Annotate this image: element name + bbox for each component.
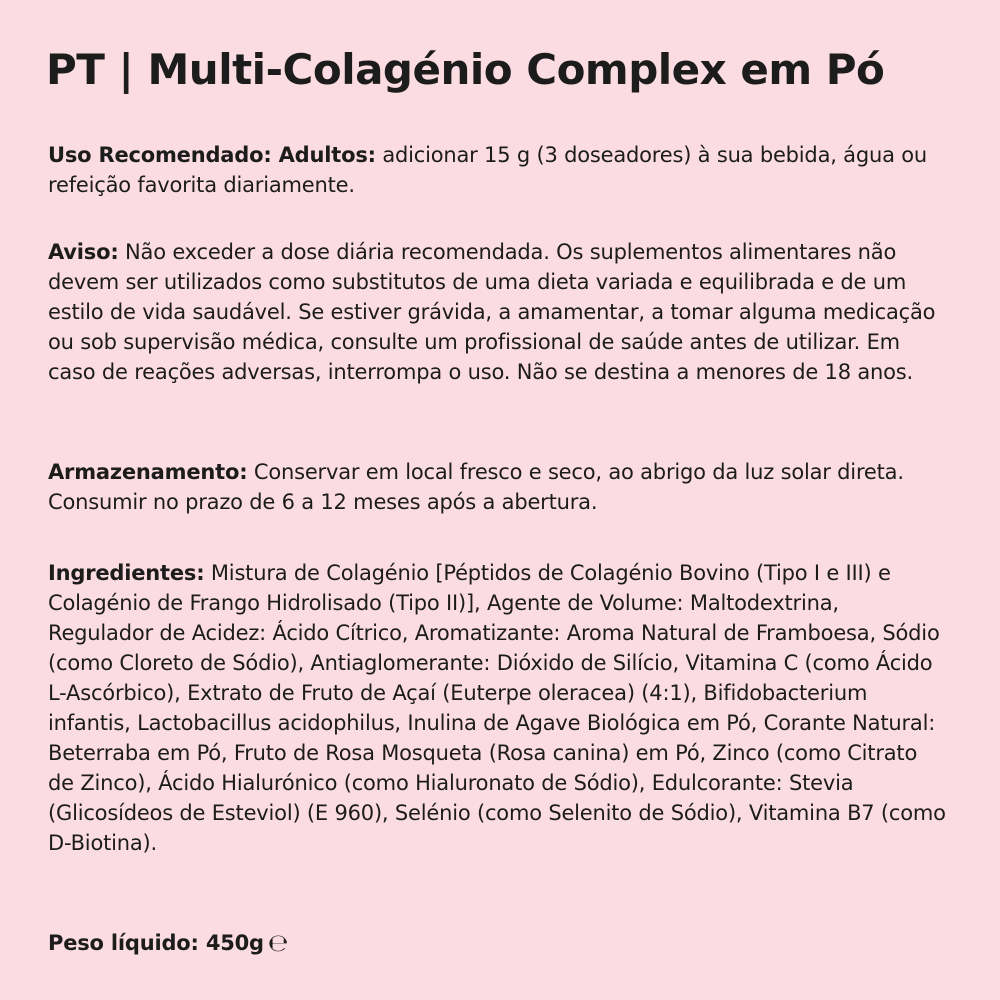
ingredients-text: Mistura de Colagénio [Péptidos de Colagénio Bovino (Tipo I e III) e Colagénio de Frango Hidrolisado (Tipo II)], Agente de Volume: Maltodextrina, Regulador de Acidez: Ácido Cítrico, Aromatizante: Aroma Natural de Framboesa, Sódio (como Cloreto de Sódio), Antiaglomerante: Dióxido de Silício, Vitamina C (como Ácido L-Ascórbico), Extrato de Fruto de Açaí (Euterpe oleracea) (4:1), Bifidobacterium infantis, Lactobacillus acidophilus, Inulina de Agave Biológica em Pó, Corante Natural: Beterraba em Pó, Fruto de Rosa Mosqueta (Rosa canina) em Pó, Zinco (como Citrato de Zinco), Ácido Hialurónico (como Hialuronato de Sódio), Edulcorante: Stevia (Glicosídeos de Esteviol) (E 960), Selénio (como Selenito de Sódio), Vitamina B7 (como D-Biotina). [48, 561, 946, 855]
storage-text: Conservar em local fresco e seco, ao abrigo da luz solar direta. Consumir no prazo de 6 a 12 meses após a abertura. [48, 460, 904, 514]
warning-label: Aviso: [48, 240, 119, 264]
recommended-use-section [48, 140, 948, 200]
warning-text: Não exceder a dose diária recomendada. Os suplementos alimentares não devem ser utilizados como substitutos de uma dieta variada e equilibrada e de um estilo de vida saudável. Se estiver grávida, a amamentar, a tomar alguma medicação ou sob supervisão médica, consulte um profissional de saúde antes de utilizar. Em caso de reações adversas, interrompa o uso. Não se destina a menores de 18 anos. [48, 240, 936, 384]
ingredients-section [48, 558, 948, 858]
estimated-sign-icon: ℮ [267, 929, 289, 957]
ingredients-label: Ingredientes: [48, 561, 205, 585]
net-weight-label: Peso líquido: 450g [48, 931, 264, 955]
page-title: PT | Multi-Colagénio Complex em Pó [46, 45, 885, 94]
warning-section [48, 237, 948, 387]
storage-label: Armazenamento: [48, 460, 248, 484]
net-weight-section [48, 928, 948, 958]
storage-section [48, 457, 948, 517]
recommended-use-label: Uso Recomendado: Adultos: [48, 143, 376, 167]
recommended-use-text: adicionar 15 g (3 doseadores) à sua bebida, água ou refeição favorita diariamente. [48, 143, 927, 197]
